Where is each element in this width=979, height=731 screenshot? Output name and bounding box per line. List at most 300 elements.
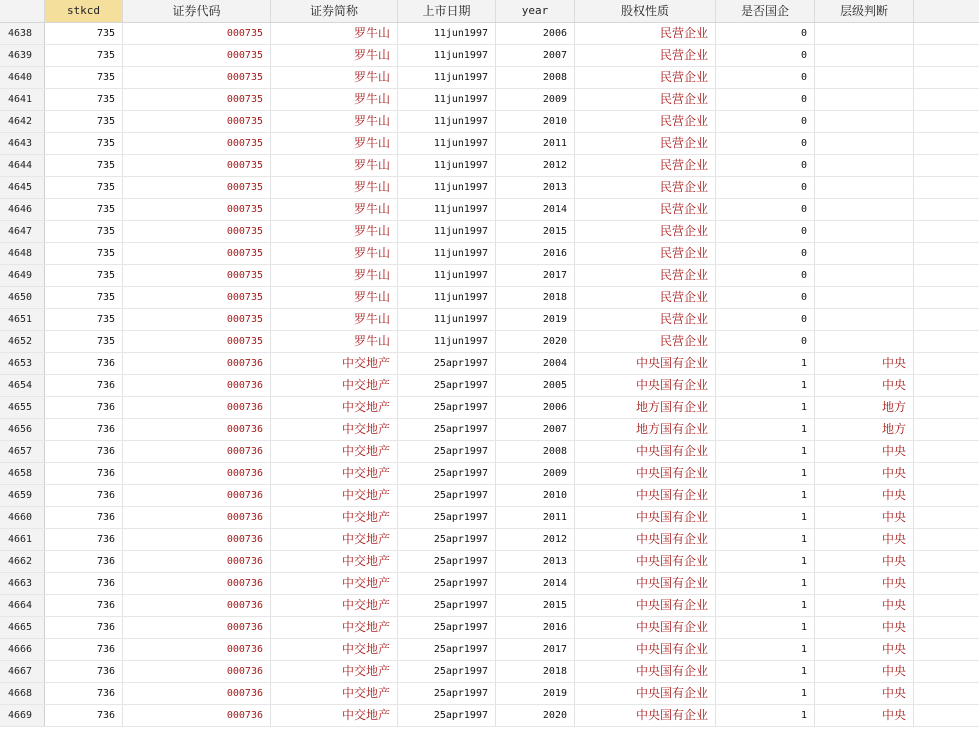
cell-is-soe[interactable]: 1 (716, 639, 815, 660)
row-index[interactable]: 4664 (0, 595, 45, 616)
row-index[interactable]: 4654 (0, 375, 45, 396)
cell-year[interactable]: 2007 (496, 419, 575, 440)
cell-level[interactable] (815, 89, 914, 110)
table-row[interactable] (0, 463, 979, 485)
cell-level[interactable] (815, 23, 914, 44)
cell-stkcd[interactable]: 735 (45, 133, 123, 154)
cell-security-code[interactable]: 000736 (123, 551, 271, 572)
cell-stkcd[interactable]: 736 (45, 507, 123, 528)
cell-ownership-nature[interactable]: 中央国有企业 (575, 353, 716, 374)
cell-stkcd[interactable]: 735 (45, 265, 123, 286)
cell-stkcd[interactable]: 735 (45, 309, 123, 330)
col-header-level[interactable]: 层级判断 (815, 0, 914, 22)
cell-listing-date[interactable]: 25apr1997 (398, 463, 496, 484)
cell-security-code[interactable]: 000736 (123, 683, 271, 704)
table-row[interactable] (0, 67, 979, 89)
table-row[interactable] (0, 485, 979, 507)
cell-ownership-nature[interactable]: 民营企业 (575, 265, 716, 286)
cell-security-code[interactable]: 000735 (123, 243, 271, 264)
table-row[interactable] (0, 397, 979, 419)
cell-is-soe[interactable]: 1 (716, 507, 815, 528)
cell-year[interactable]: 2013 (496, 551, 575, 572)
cell-security-name[interactable]: 罗牛山 (271, 177, 398, 198)
cell-ownership-nature[interactable]: 中央国有企业 (575, 551, 716, 572)
cell-level[interactable] (815, 221, 914, 242)
table-row[interactable] (0, 375, 979, 397)
cell-security-name[interactable]: 罗牛山 (271, 111, 398, 132)
col-header-stkcd[interactable]: stkcd (45, 0, 123, 22)
cell-stkcd[interactable]: 735 (45, 199, 123, 220)
cell-is-soe[interactable]: 0 (716, 221, 815, 242)
cell-level[interactable]: 地方 (815, 419, 914, 440)
cell-level[interactable] (815, 331, 914, 352)
cell-year[interactable]: 2019 (496, 309, 575, 330)
table-row[interactable] (0, 111, 979, 133)
cell-year[interactable]: 2018 (496, 287, 575, 308)
cell-is-soe[interactable]: 1 (716, 441, 815, 462)
row-index[interactable]: 4666 (0, 639, 45, 660)
row-index[interactable]: 4643 (0, 133, 45, 154)
cell-is-soe[interactable]: 0 (716, 45, 815, 66)
row-index[interactable]: 4663 (0, 573, 45, 594)
row-index[interactable]: 4642 (0, 111, 45, 132)
cell-ownership-nature[interactable]: 民营企业 (575, 177, 716, 198)
row-index[interactable]: 4657 (0, 441, 45, 462)
cell-security-name[interactable]: 罗牛山 (271, 243, 398, 264)
cell-ownership-nature[interactable]: 民营企业 (575, 287, 716, 308)
cell-ownership-nature[interactable]: 民营企业 (575, 331, 716, 352)
cell-stkcd[interactable]: 736 (45, 595, 123, 616)
cell-security-code[interactable]: 000735 (123, 155, 271, 176)
row-index-header[interactable] (0, 0, 45, 22)
cell-security-code[interactable]: 000736 (123, 529, 271, 550)
cell-security-name[interactable]: 罗牛山 (271, 67, 398, 88)
row-index[interactable]: 4640 (0, 67, 45, 88)
cell-security-name[interactable]: 中交地产 (271, 507, 398, 528)
cell-year[interactable]: 2004 (496, 353, 575, 374)
cell-year[interactable]: 2014 (496, 573, 575, 594)
cell-year[interactable]: 2015 (496, 595, 575, 616)
cell-security-name[interactable]: 罗牛山 (271, 199, 398, 220)
cell-listing-date[interactable]: 11jun1997 (398, 199, 496, 220)
cell-security-code[interactable]: 000735 (123, 67, 271, 88)
row-index[interactable]: 4665 (0, 617, 45, 638)
cell-level[interactable]: 中央 (815, 529, 914, 550)
cell-year[interactable]: 2013 (496, 177, 575, 198)
cell-listing-date[interactable]: 25apr1997 (398, 551, 496, 572)
cell-stkcd[interactable]: 735 (45, 177, 123, 198)
col-header-ownership-nature[interactable]: 股权性质 (575, 0, 716, 22)
cell-listing-date[interactable]: 25apr1997 (398, 639, 496, 660)
cell-stkcd[interactable]: 736 (45, 419, 123, 440)
cell-level[interactable] (815, 309, 914, 330)
cell-security-code[interactable]: 000736 (123, 507, 271, 528)
row-index[interactable]: 4668 (0, 683, 45, 704)
cell-security-code[interactable]: 000735 (123, 23, 271, 44)
cell-ownership-nature[interactable]: 中央国有企业 (575, 683, 716, 704)
cell-level[interactable]: 中央 (815, 573, 914, 594)
cell-level[interactable]: 地方 (815, 397, 914, 418)
cell-listing-date[interactable]: 11jun1997 (398, 309, 496, 330)
cell-listing-date[interactable]: 25apr1997 (398, 617, 496, 638)
cell-security-code[interactable]: 000735 (123, 221, 271, 242)
cell-security-name[interactable]: 中交地产 (271, 375, 398, 396)
cell-listing-date[interactable]: 11jun1997 (398, 155, 496, 176)
cell-security-name[interactable]: 中交地产 (271, 551, 398, 572)
cell-year[interactable]: 2005 (496, 375, 575, 396)
row-index[interactable]: 4669 (0, 705, 45, 726)
cell-is-soe[interactable]: 1 (716, 661, 815, 682)
row-index[interactable]: 4638 (0, 23, 45, 44)
table-row[interactable] (0, 265, 979, 287)
cell-level[interactable]: 中央 (815, 375, 914, 396)
cell-stkcd[interactable]: 736 (45, 375, 123, 396)
cell-year[interactable]: 2009 (496, 89, 575, 110)
cell-security-code[interactable]: 000735 (123, 177, 271, 198)
cell-is-soe[interactable]: 1 (716, 573, 815, 594)
cell-ownership-nature[interactable]: 中央国有企业 (575, 441, 716, 462)
table-row[interactable] (0, 661, 979, 683)
cell-year[interactable]: 2006 (496, 397, 575, 418)
table-row[interactable] (0, 419, 979, 441)
cell-listing-date[interactable]: 11jun1997 (398, 243, 496, 264)
cell-ownership-nature[interactable]: 中央国有企业 (575, 463, 716, 484)
cell-level[interactable] (815, 45, 914, 66)
cell-listing-date[interactable]: 11jun1997 (398, 221, 496, 242)
table-row[interactable] (0, 705, 979, 727)
row-index[interactable]: 4658 (0, 463, 45, 484)
cell-is-soe[interactable]: 0 (716, 155, 815, 176)
cell-year[interactable]: 2010 (496, 111, 575, 132)
cell-level[interactable] (815, 287, 914, 308)
cell-security-code[interactable]: 000736 (123, 595, 271, 616)
cell-security-name[interactable]: 中交地产 (271, 617, 398, 638)
cell-security-code[interactable]: 000735 (123, 287, 271, 308)
row-index[interactable]: 4660 (0, 507, 45, 528)
cell-security-name[interactable]: 中交地产 (271, 441, 398, 462)
cell-ownership-nature[interactable]: 民营企业 (575, 89, 716, 110)
cell-level[interactable]: 中央 (815, 353, 914, 374)
cell-stkcd[interactable]: 736 (45, 683, 123, 704)
cell-stkcd[interactable]: 736 (45, 529, 123, 550)
cell-ownership-nature[interactable]: 中央国有企业 (575, 529, 716, 550)
cell-security-name[interactable]: 中交地产 (271, 419, 398, 440)
cell-ownership-nature[interactable]: 民营企业 (575, 155, 716, 176)
cell-security-code[interactable]: 000735 (123, 265, 271, 286)
row-index[interactable]: 4644 (0, 155, 45, 176)
cell-security-name[interactable]: 中交地产 (271, 463, 398, 484)
row-index[interactable]: 4649 (0, 265, 45, 286)
table-row[interactable] (0, 551, 979, 573)
cell-security-code[interactable]: 000736 (123, 463, 271, 484)
row-index[interactable]: 4659 (0, 485, 45, 506)
cell-listing-date[interactable]: 25apr1997 (398, 683, 496, 704)
cell-listing-date[interactable]: 25apr1997 (398, 353, 496, 374)
cell-security-code[interactable]: 000736 (123, 397, 271, 418)
cell-security-code[interactable]: 000735 (123, 133, 271, 154)
table-row[interactable] (0, 243, 979, 265)
cell-security-name[interactable]: 中交地产 (271, 353, 398, 374)
cell-level[interactable]: 中央 (815, 507, 914, 528)
cell-listing-date[interactable]: 25apr1997 (398, 595, 496, 616)
cell-year[interactable]: 2009 (496, 463, 575, 484)
table-row[interactable] (0, 133, 979, 155)
cell-security-code[interactable]: 000736 (123, 705, 271, 726)
cell-ownership-nature[interactable]: 地方国有企业 (575, 419, 716, 440)
cell-level[interactable] (815, 111, 914, 132)
table-row[interactable] (0, 89, 979, 111)
cell-security-code[interactable]: 000735 (123, 331, 271, 352)
cell-level[interactable]: 中央 (815, 441, 914, 462)
row-index[interactable]: 4661 (0, 529, 45, 550)
cell-listing-date[interactable]: 11jun1997 (398, 67, 496, 88)
cell-stkcd[interactable]: 735 (45, 45, 123, 66)
cell-year[interactable]: 2016 (496, 243, 575, 264)
cell-year[interactable]: 2012 (496, 529, 575, 550)
cell-is-soe[interactable]: 1 (716, 463, 815, 484)
cell-security-name[interactable]: 罗牛山 (271, 23, 398, 44)
cell-stkcd[interactable]: 736 (45, 661, 123, 682)
cell-ownership-nature[interactable]: 民营企业 (575, 221, 716, 242)
cell-listing-date[interactable]: 25apr1997 (398, 419, 496, 440)
row-index[interactable]: 4667 (0, 661, 45, 682)
cell-is-soe[interactable]: 0 (716, 177, 815, 198)
table-row[interactable] (0, 287, 979, 309)
cell-stkcd[interactable]: 735 (45, 23, 123, 44)
table-row[interactable] (0, 331, 979, 353)
cell-security-name[interactable]: 中交地产 (271, 595, 398, 616)
cell-year[interactable]: 2008 (496, 441, 575, 462)
cell-stkcd[interactable]: 736 (45, 353, 123, 374)
table-row[interactable] (0, 45, 979, 67)
cell-security-name[interactable]: 罗牛山 (271, 89, 398, 110)
cell-listing-date[interactable]: 11jun1997 (398, 23, 496, 44)
row-index[interactable]: 4652 (0, 331, 45, 352)
cell-stkcd[interactable]: 735 (45, 111, 123, 132)
cell-security-code[interactable]: 000736 (123, 353, 271, 374)
table-row[interactable] (0, 595, 979, 617)
cell-listing-date[interactable]: 25apr1997 (398, 573, 496, 594)
col-header-year[interactable]: year (496, 0, 575, 22)
cell-security-code[interactable]: 000736 (123, 573, 271, 594)
cell-is-soe[interactable]: 0 (716, 67, 815, 88)
table-row[interactable] (0, 155, 979, 177)
cell-year[interactable]: 2020 (496, 705, 575, 726)
cell-ownership-nature[interactable]: 民营企业 (575, 67, 716, 88)
cell-year[interactable]: 2016 (496, 617, 575, 638)
cell-ownership-nature[interactable]: 民营企业 (575, 309, 716, 330)
row-index[interactable]: 4650 (0, 287, 45, 308)
row-index[interactable]: 4656 (0, 419, 45, 440)
cell-listing-date[interactable]: 11jun1997 (398, 177, 496, 198)
cell-stkcd[interactable]: 735 (45, 331, 123, 352)
cell-stkcd[interactable]: 735 (45, 243, 123, 264)
cell-listing-date[interactable]: 11jun1997 (398, 111, 496, 132)
cell-security-name[interactable]: 罗牛山 (271, 133, 398, 154)
cell-is-soe[interactable]: 1 (716, 683, 815, 704)
cell-is-soe[interactable]: 1 (716, 353, 815, 374)
cell-year[interactable]: 2010 (496, 485, 575, 506)
cell-is-soe[interactable]: 1 (716, 485, 815, 506)
cell-is-soe[interactable]: 1 (716, 551, 815, 572)
cell-level[interactable]: 中央 (815, 639, 914, 660)
cell-security-name[interactable]: 中交地产 (271, 705, 398, 726)
table-row[interactable] (0, 199, 979, 221)
cell-year[interactable]: 2011 (496, 133, 575, 154)
col-header-listing-date[interactable]: 上市日期 (398, 0, 496, 22)
cell-level[interactable]: 中央 (815, 661, 914, 682)
cell-is-soe[interactable]: 0 (716, 89, 815, 110)
table-row[interactable] (0, 617, 979, 639)
cell-security-name[interactable]: 罗牛山 (271, 221, 398, 242)
cell-year[interactable]: 2014 (496, 199, 575, 220)
cell-level[interactable]: 中央 (815, 705, 914, 726)
cell-level[interactable] (815, 243, 914, 264)
cell-year[interactable]: 2017 (496, 639, 575, 660)
cell-level[interactable]: 中央 (815, 595, 914, 616)
cell-security-name[interactable]: 中交地产 (271, 639, 398, 660)
cell-listing-date[interactable]: 25apr1997 (398, 485, 496, 506)
cell-stkcd[interactable]: 736 (45, 573, 123, 594)
table-row[interactable] (0, 177, 979, 199)
cell-ownership-nature[interactable]: 中央国有企业 (575, 573, 716, 594)
cell-stkcd[interactable]: 735 (45, 67, 123, 88)
cell-level[interactable] (815, 133, 914, 154)
cell-listing-date[interactable]: 25apr1997 (398, 661, 496, 682)
cell-listing-date[interactable]: 25apr1997 (398, 705, 496, 726)
cell-stkcd[interactable]: 735 (45, 221, 123, 242)
cell-is-soe[interactable]: 0 (716, 309, 815, 330)
cell-year[interactable]: 2007 (496, 45, 575, 66)
cell-ownership-nature[interactable]: 中央国有企业 (575, 617, 716, 638)
cell-security-code[interactable]: 000736 (123, 485, 271, 506)
table-row[interactable] (0, 639, 979, 661)
cell-ownership-nature[interactable]: 民营企业 (575, 111, 716, 132)
col-header-is-soe[interactable]: 是否国企 (716, 0, 815, 22)
cell-stkcd[interactable]: 736 (45, 639, 123, 660)
row-index[interactable]: 4647 (0, 221, 45, 242)
cell-year[interactable]: 2008 (496, 67, 575, 88)
table-row[interactable] (0, 441, 979, 463)
cell-year[interactable]: 2017 (496, 265, 575, 286)
cell-security-code[interactable]: 000735 (123, 89, 271, 110)
cell-stkcd[interactable]: 736 (45, 485, 123, 506)
cell-listing-date[interactable]: 25apr1997 (398, 397, 496, 418)
row-index[interactable]: 4651 (0, 309, 45, 330)
cell-is-soe[interactable]: 1 (716, 617, 815, 638)
row-index[interactable]: 4648 (0, 243, 45, 264)
cell-security-code[interactable]: 000735 (123, 111, 271, 132)
cell-stkcd[interactable]: 736 (45, 397, 123, 418)
cell-listing-date[interactable]: 25apr1997 (398, 375, 496, 396)
cell-stkcd[interactable]: 735 (45, 287, 123, 308)
cell-security-name[interactable]: 罗牛山 (271, 331, 398, 352)
cell-ownership-nature[interactable]: 中央国有企业 (575, 375, 716, 396)
table-row[interactable] (0, 23, 979, 45)
row-index[interactable]: 4646 (0, 199, 45, 220)
cell-ownership-nature[interactable]: 中央国有企业 (575, 595, 716, 616)
cell-security-name[interactable]: 罗牛山 (271, 155, 398, 176)
cell-stkcd[interactable]: 735 (45, 155, 123, 176)
cell-year[interactable]: 2011 (496, 507, 575, 528)
cell-listing-date[interactable]: 11jun1997 (398, 45, 496, 66)
cell-security-name[interactable]: 中交地产 (271, 573, 398, 594)
cell-year[interactable]: 2015 (496, 221, 575, 242)
cell-ownership-nature[interactable]: 中央国有企业 (575, 661, 716, 682)
cell-level[interactable] (815, 265, 914, 286)
cell-level[interactable]: 中央 (815, 683, 914, 704)
table-row[interactable] (0, 507, 979, 529)
cell-stkcd[interactable]: 736 (45, 551, 123, 572)
cell-stkcd[interactable]: 735 (45, 89, 123, 110)
cell-level[interactable]: 中央 (815, 551, 914, 572)
cell-level[interactable] (815, 177, 914, 198)
cell-year[interactable]: 2012 (496, 155, 575, 176)
cell-is-soe[interactable]: 0 (716, 331, 815, 352)
cell-listing-date[interactable]: 11jun1997 (398, 331, 496, 352)
cell-stkcd[interactable]: 736 (45, 617, 123, 638)
cell-year[interactable]: 2018 (496, 661, 575, 682)
cell-listing-date[interactable]: 11jun1997 (398, 265, 496, 286)
cell-security-name[interactable]: 中交地产 (271, 485, 398, 506)
cell-level[interactable]: 中央 (815, 617, 914, 638)
cell-is-soe[interactable]: 1 (716, 529, 815, 550)
cell-security-code[interactable]: 000735 (123, 45, 271, 66)
cell-listing-date[interactable]: 25apr1997 (398, 507, 496, 528)
cell-ownership-nature[interactable]: 地方国有企业 (575, 397, 716, 418)
cell-security-name[interactable]: 罗牛山 (271, 287, 398, 308)
cell-is-soe[interactable]: 1 (716, 419, 815, 440)
cell-is-soe[interactable]: 0 (716, 265, 815, 286)
row-index[interactable]: 4645 (0, 177, 45, 198)
cell-is-soe[interactable]: 0 (716, 133, 815, 154)
row-index[interactable]: 4641 (0, 89, 45, 110)
cell-security-name[interactable]: 罗牛山 (271, 45, 398, 66)
cell-listing-date[interactable]: 25apr1997 (398, 441, 496, 462)
cell-ownership-nature[interactable]: 民营企业 (575, 199, 716, 220)
cell-year[interactable]: 2020 (496, 331, 575, 352)
table-row[interactable] (0, 309, 979, 331)
cell-is-soe[interactable]: 1 (716, 375, 815, 396)
table-row[interactable] (0, 683, 979, 705)
cell-ownership-nature[interactable]: 中央国有企业 (575, 485, 716, 506)
cell-stkcd[interactable]: 736 (45, 441, 123, 462)
cell-listing-date[interactable]: 11jun1997 (398, 287, 496, 308)
cell-is-soe[interactable]: 0 (716, 199, 815, 220)
cell-security-name[interactable]: 中交地产 (271, 683, 398, 704)
cell-security-name[interactable]: 中交地产 (271, 397, 398, 418)
cell-is-soe[interactable]: 0 (716, 287, 815, 308)
cell-level[interactable]: 中央 (815, 463, 914, 484)
cell-ownership-nature[interactable]: 民营企业 (575, 133, 716, 154)
cell-ownership-nature[interactable]: 中央国有企业 (575, 705, 716, 726)
cell-security-name[interactable]: 中交地产 (271, 661, 398, 682)
cell-is-soe[interactable]: 0 (716, 243, 815, 264)
cell-ownership-nature[interactable]: 民营企业 (575, 243, 716, 264)
cell-security-name[interactable]: 罗牛山 (271, 265, 398, 286)
cell-security-code[interactable]: 000736 (123, 661, 271, 682)
cell-is-soe[interactable]: 0 (716, 23, 815, 44)
col-header-security-code[interactable]: 证券代码 (123, 0, 271, 22)
cell-security-name[interactable]: 罗牛山 (271, 309, 398, 330)
cell-security-name[interactable]: 中交地产 (271, 529, 398, 550)
row-index[interactable]: 4662 (0, 551, 45, 572)
cell-security-code[interactable]: 000736 (123, 419, 271, 440)
cell-stkcd[interactable]: 736 (45, 705, 123, 726)
cell-security-code[interactable]: 000736 (123, 639, 271, 660)
cell-ownership-nature[interactable]: 中央国有企业 (575, 639, 716, 660)
cell-year[interactable]: 2006 (496, 23, 575, 44)
